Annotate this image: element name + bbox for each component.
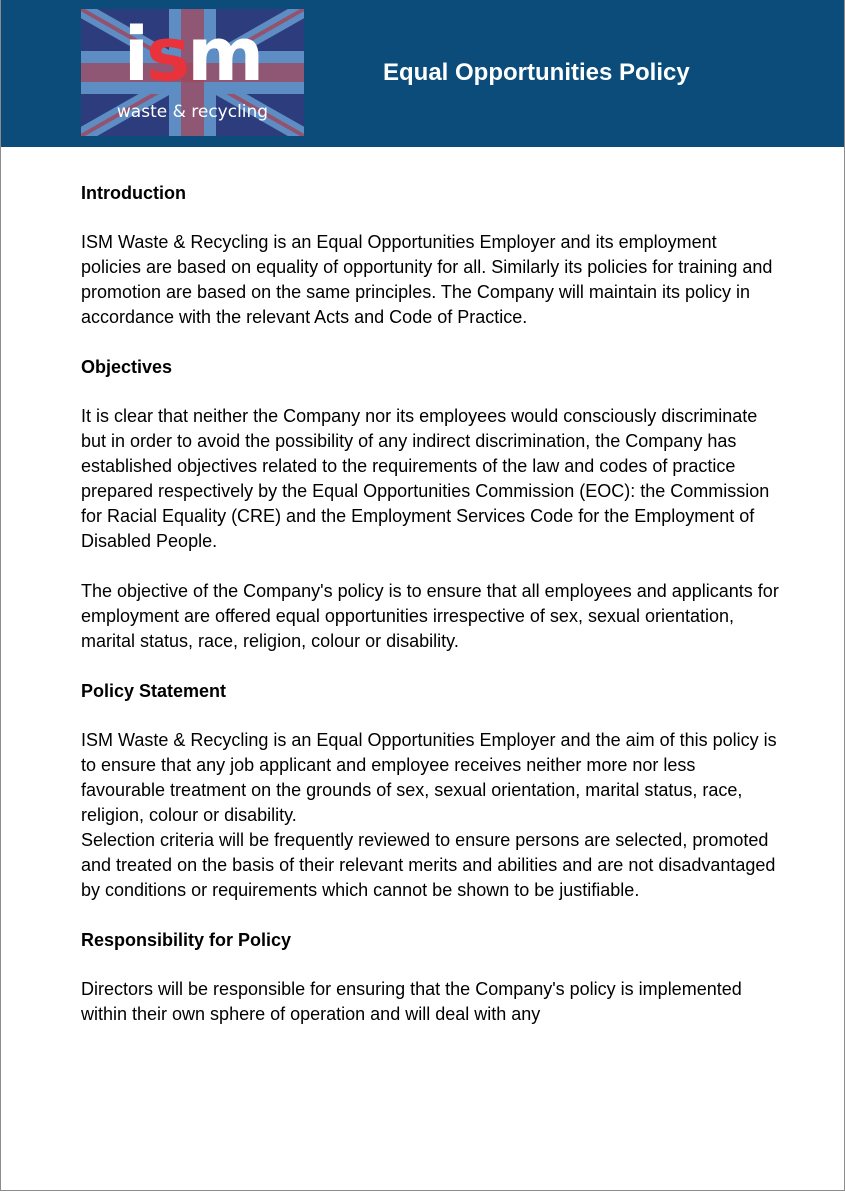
objectives-paragraph-1: It is clear that neither the Company nor its employees would consciously discriminate but in order to avoid the possibility of any indirect discrimination, the Company has established objectives related to the requirements of the law and codes of practice prepared respectively by the Equal Opportunities Commission (EOC): the Commission for Racial Equality (CRE) and the Employment Services Code for the Employment of Disabled People. — [81, 406, 770, 551]
policy-statement-paragraph-2: Selection criteria will be frequently reviewed to ensure persons are selected, promoted and treated on the basis of their relevant merits and abilities and are not disadvantaged by conditions or requirements which cannot be shown to be justifiable. — [81, 830, 776, 900]
responsibility-paragraph: Directors will be responsible for ensuring that the Company's policy is implemented within their own sphere of operation and will deal with any — [81, 979, 742, 1024]
policy-statement-paragraph-1: ISM Waste & Recycling is an Equal Opportunities Employer and the aim of this policy is to ensure that any job applicant and employee receives neither more nor less favourable treatment on the grounds of sex, sexual orientation, marital status, race, religion, colour or disability. — [81, 730, 777, 825]
document-header — [1, 0, 844, 147]
ism-logo — [81, 9, 304, 136]
section-heading-responsibility: Responsibility for Policy — [81, 930, 292, 950]
logo-letter-i: i — [123, 12, 147, 98]
logo-wordmark — [81, 12, 304, 98]
logo-tagline: waste & recycling — [116, 102, 269, 122]
section-heading-policy-statement: Policy Statement — [81, 681, 227, 701]
objectives-paragraph-2: The objective of the Company's policy is to ensure that all employees and applicants for employment are offered equal opportunities irrespective of sex, sexual orientation, marital status, race, religion, colour or disability. — [81, 581, 779, 651]
introduction-paragraph: ISM Waste & Recycling is an Equal Opportunities Employer and its employment policies are based on equality of opportunity for all. Similarly its policies for training and promotion are based on the same principles. The Company will maintain its policy in accordance with the relevant Acts and Code of Practice. — [81, 232, 773, 327]
section-heading-objectives: Objectives — [81, 357, 173, 377]
logo-letter-s: s — [146, 12, 188, 98]
section-heading-introduction: Introduction — [81, 183, 186, 203]
logo-letter-m: m — [187, 12, 262, 98]
document-body — [81, 181, 781, 1052]
document-title: Equal Opportunities Policy — [383, 59, 690, 86]
